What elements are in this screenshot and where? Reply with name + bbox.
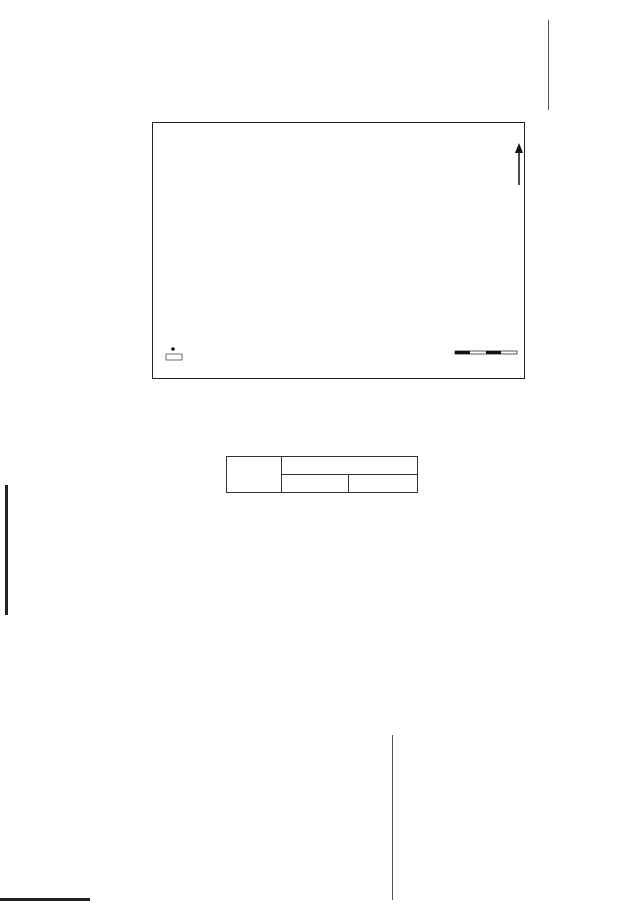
scan-artifact-left <box>5 485 8 615</box>
boundary-map-svg <box>153 123 524 378</box>
boundary-map <box>152 122 525 379</box>
header-longitude <box>349 475 418 493</box>
coordinates-table <box>226 456 418 493</box>
scan-artifact-right <box>548 20 549 110</box>
header-latitude <box>282 475 349 493</box>
scale-bar <box>455 351 517 354</box>
header-point-number <box>227 457 282 493</box>
north-arrow <box>515 143 523 185</box>
section-heading <box>88 76 566 95</box>
map-legend <box>166 347 182 360</box>
perimeter-paragraph <box>88 678 566 697</box>
scan-artifact-bottom <box>392 735 393 900</box>
header-coordinates <box>282 457 418 475</box>
scan-artifact-corner <box>0 898 90 901</box>
area-paragraph <box>88 717 566 736</box>
